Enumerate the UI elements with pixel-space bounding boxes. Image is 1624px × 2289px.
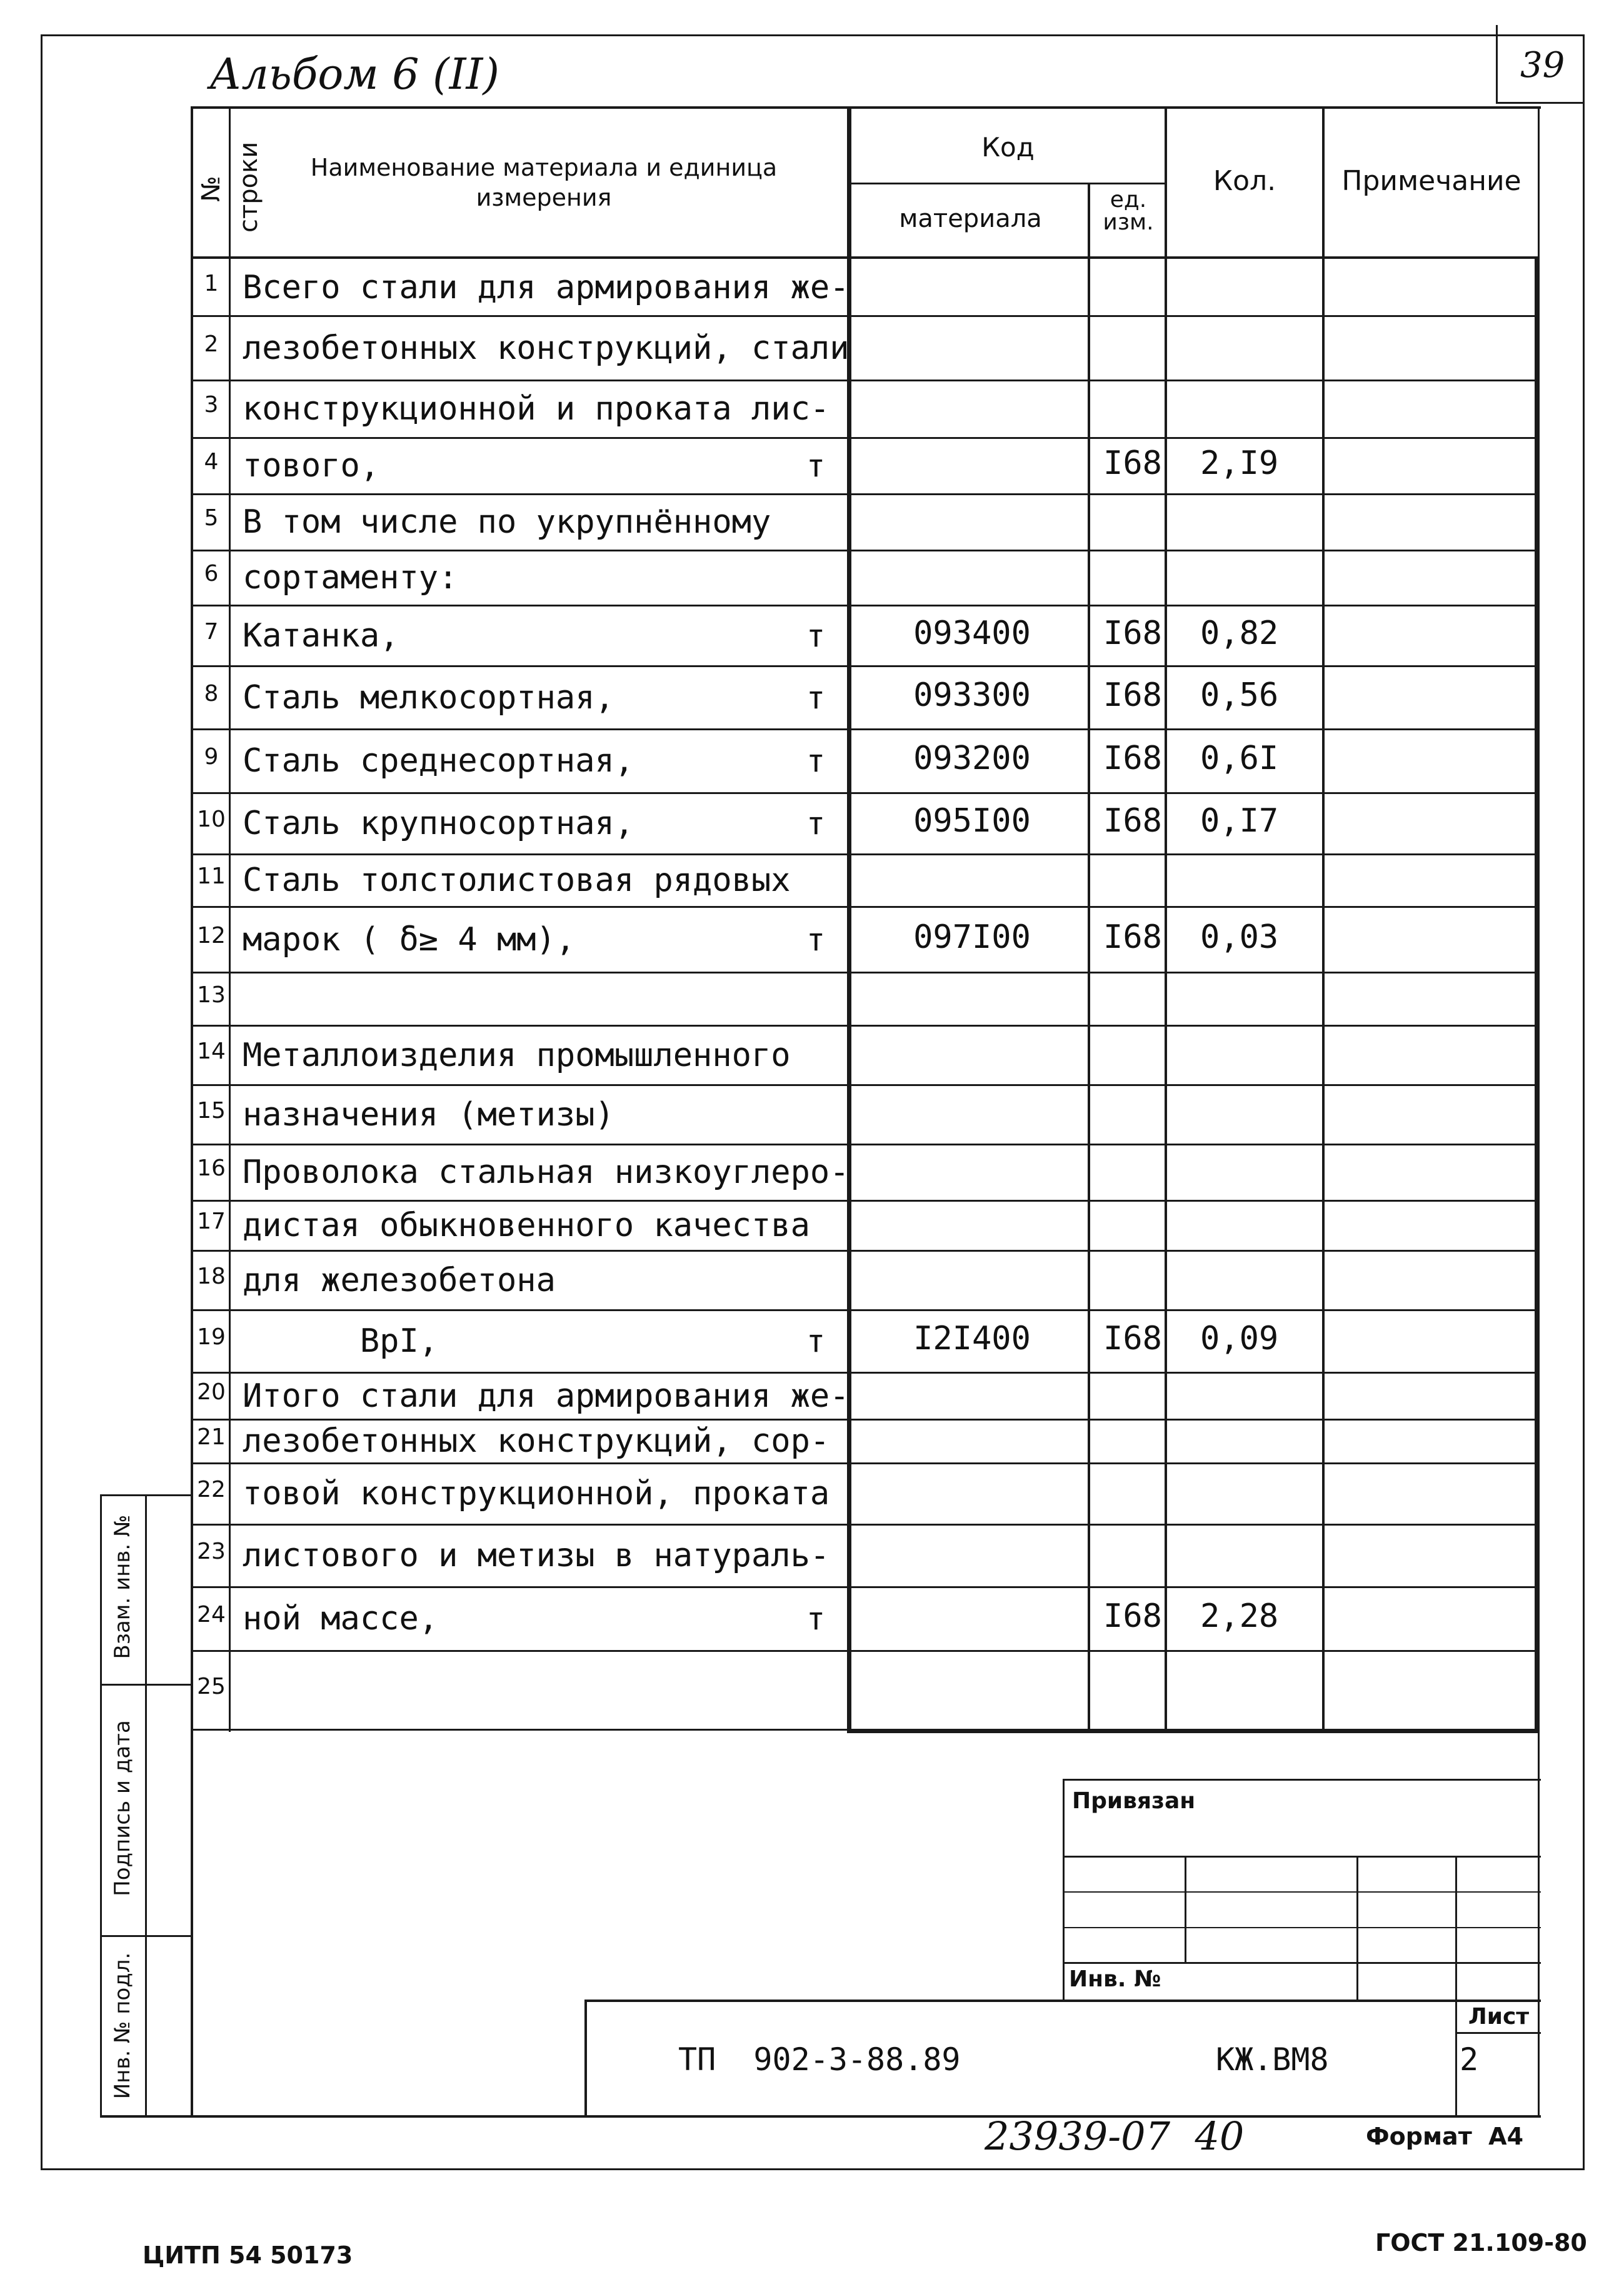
row-divider	[191, 1309, 1540, 1311]
main-frame-left	[191, 106, 193, 2117]
row-divider	[191, 1419, 1540, 1421]
row-name: дистая обыкновенного качества	[243, 1207, 810, 1244]
inv-no-label: Инв. №	[1069, 1966, 1161, 1992]
row-unit: т	[806, 448, 826, 484]
row-name: сортаменту:	[243, 559, 458, 596]
main-frame-bottom	[100, 2115, 1541, 2118]
privyazan-label: Привязан	[1072, 1788, 1196, 1814]
list-label: Лист	[1468, 2004, 1530, 2030]
row-name: конструкционной и проката лис-	[243, 390, 830, 428]
row-name: В том числе по укрупнённому	[243, 503, 771, 541]
row-number: 16	[197, 1155, 226, 1181]
row-number: 18	[197, 1263, 226, 1289]
privyazan-line-4	[1063, 1962, 1541, 1964]
col-header-row-no: № строки	[197, 141, 263, 233]
col-header-code-unit: ед. изм.	[1103, 187, 1154, 235]
row-unit: т	[806, 743, 826, 779]
col-header-note: Примечание	[1341, 165, 1521, 197]
privyazan-left	[1063, 1779, 1065, 2001]
row-material-code: 093400	[913, 614, 1031, 652]
row-name: Сталь мелкосортная,	[243, 678, 614, 717]
row-divider	[191, 1250, 1540, 1252]
row-number: 24	[197, 1602, 226, 1627]
row-name: Сталь крупносортная,	[243, 805, 634, 842]
row-divider	[191, 1462, 1540, 1464]
pagebox-bottom	[1496, 102, 1585, 104]
row-unit: т	[806, 1601, 826, 1637]
stamp-main-left	[584, 2000, 587, 2117]
col-header-qty: Кол.	[1213, 165, 1276, 197]
row-divider	[191, 1144, 1540, 1145]
row-number: 8	[204, 680, 219, 707]
row-material-code: 093300	[913, 676, 1031, 714]
row-divider	[191, 792, 1540, 794]
row-quantity: 0,56	[1200, 676, 1279, 714]
row-number: 2	[204, 331, 219, 357]
row-number: 25	[197, 1674, 226, 1699]
row-quantity: 0,6I	[1200, 740, 1279, 777]
format-label: Формат А4	[1366, 2123, 1524, 2150]
row-unit-code: I68	[1103, 918, 1162, 956]
row-quantity: 0,03	[1200, 918, 1279, 956]
privyazan-line-2	[1063, 1891, 1541, 1893]
list-left	[1455, 2000, 1457, 2117]
row-name: назначения (метизы)	[243, 1095, 614, 1134]
row-divider	[191, 605, 1540, 606]
row-quantity: 0,I7	[1200, 802, 1279, 840]
row-divider	[191, 1200, 1540, 1202]
col-line-6	[1535, 256, 1540, 1732]
row-name: лезобетонных конструкций, сор-	[243, 1422, 830, 1460]
stamp-inv-podl: Инв. № подл.	[110, 1952, 135, 2100]
row-number: 23	[197, 1539, 226, 1564]
table-bottom-left	[191, 1729, 850, 1731]
frame-left	[41, 34, 43, 2170]
row-material-code: 093200	[913, 740, 1031, 777]
privyazan-top	[1063, 1779, 1541, 1781]
row-number: 5	[204, 505, 219, 531]
doc-mark: КЖ.ВМ8	[1216, 2041, 1329, 2078]
row-number: 15	[197, 1097, 226, 1124]
row-number: 20	[197, 1379, 226, 1405]
col-header-code: Код	[981, 132, 1035, 163]
row-name: Сталь толстолистовая рядовых	[243, 862, 791, 899]
col-header-code-material: материала	[899, 204, 1042, 233]
privyazan-col-2	[1356, 1856, 1358, 2001]
row-divider	[191, 1025, 1540, 1027]
row-number: 10	[197, 807, 226, 832]
row-name: Проволока стальная низкоуглеро-	[243, 1154, 850, 1191]
table-bottom	[847, 1729, 1540, 1733]
page-number: 39	[1520, 45, 1565, 86]
row-name: тового,	[243, 447, 380, 485]
row-unit: т	[806, 1323, 826, 1359]
col-header-name: Наименование материала и единица измерения	[310, 154, 778, 211]
row-name: листового и метизы в натураль-	[243, 1537, 830, 1574]
header-code-split	[850, 183, 1166, 184]
row-divider	[191, 1084, 1540, 1086]
row-number: 1	[204, 270, 219, 296]
row-number: 7	[204, 618, 219, 645]
frame-right	[1583, 34, 1585, 2170]
col-line-1	[229, 106, 231, 1732]
row-divider	[191, 1586, 1540, 1588]
doc-code: ТП 902-3-88.89	[678, 2041, 961, 2078]
row-number: 22	[197, 1477, 226, 1502]
row-unit-code: I68	[1103, 1320, 1162, 1357]
row-name: товой конструкционной, проката	[243, 1475, 830, 1512]
row-unit: т	[806, 679, 826, 716]
row-unit-code: I68	[1103, 676, 1162, 714]
main-frame-top	[191, 106, 1541, 109]
stamp-main-top	[584, 2000, 1541, 2002]
row-unit: т	[806, 617, 826, 654]
row-material-code: 097I00	[913, 918, 1031, 956]
row-number: 4	[204, 449, 219, 475]
row-number: 19	[197, 1324, 226, 1350]
row-material-code: 095I00	[913, 802, 1031, 840]
row-number: 9	[204, 744, 219, 770]
row-divider	[191, 972, 1540, 973]
row-unit-code: I68	[1103, 445, 1162, 482]
row-divider	[191, 437, 1540, 439]
row-quantity: 2,I9	[1200, 445, 1279, 482]
row-divider	[191, 906, 1540, 908]
row-divider	[191, 1524, 1540, 1526]
row-unit-code: I68	[1103, 614, 1162, 652]
row-material-code: I2I400	[913, 1320, 1031, 1357]
row-quantity: 0,82	[1200, 614, 1279, 652]
handwritten-archive-number: 23939-07 40	[985, 2113, 1245, 2159]
row-name: ной массе,	[243, 1600, 439, 1638]
album-title: Альбом 6 (II)	[209, 50, 499, 99]
frame-bottom	[41, 2168, 1585, 2170]
row-divider	[191, 1650, 1540, 1652]
row-name: Итого стали для армирования же-	[243, 1377, 850, 1415]
row-number: 3	[204, 392, 219, 418]
row-unit-code: I68	[1103, 802, 1162, 840]
row-number: 11	[197, 863, 226, 889]
row-number: 13	[197, 982, 226, 1008]
row-number: 17	[197, 1209, 226, 1234]
row-name: для железобетона	[243, 1261, 556, 1299]
row-unit-code: I68	[1103, 740, 1162, 777]
row-name: Сталь среднесортная,	[243, 742, 634, 780]
row-name: марок ( δ≥ 4 мм),	[243, 920, 576, 958]
col-line-3	[1088, 183, 1090, 1732]
row-name: лезобетонных конструкций, стали	[243, 329, 850, 367]
stamp-podpis-data: Подпись и дата	[110, 1720, 135, 1896]
header-bottom	[191, 256, 1540, 259]
privyazan-col-1	[1185, 1856, 1186, 1963]
privyazan-line-1	[1063, 1856, 1541, 1858]
row-divider	[191, 1372, 1540, 1374]
row-divider	[191, 493, 1540, 495]
stamp-split-1	[100, 1684, 193, 1686]
row-divider	[191, 728, 1540, 730]
privyazan-line-3	[1063, 1927, 1541, 1928]
row-number: 12	[197, 922, 226, 948]
row-divider	[191, 550, 1540, 551]
row-name: Металлоизделия промышленного	[243, 1036, 791, 1074]
pagebox-left	[1496, 25, 1498, 103]
list-split	[1455, 2032, 1541, 2034]
row-unit-code: I68	[1103, 1597, 1162, 1635]
privyazan-col-3	[1455, 1856, 1457, 2001]
footer-right-print: ГОСТ 21.109-80	[1375, 2229, 1587, 2256]
row-divider	[191, 853, 1540, 855]
row-unit: т	[806, 921, 826, 958]
row-number: 6	[204, 561, 219, 586]
footer-left-print: ЦИТП 54 50173	[143, 2241, 353, 2269]
row-number: 21	[197, 1424, 226, 1450]
stamp-left	[100, 1494, 102, 2116]
frame-top	[41, 34, 1585, 36]
row-quantity: 2,28	[1200, 1597, 1279, 1635]
sheet-number: 2	[1460, 2041, 1479, 2078]
row-name: Катанка,	[243, 616, 399, 655]
row-divider	[191, 380, 1540, 381]
row-name: Всего стали для армирования же-	[243, 268, 850, 306]
row-divider	[191, 665, 1540, 667]
row-number: 14	[197, 1038, 226, 1064]
row-divider	[191, 315, 1540, 317]
row-unit: т	[806, 805, 826, 842]
stamp-vzam-inv: Взам. инв. №	[110, 1514, 135, 1659]
row-quantity: 0,09	[1200, 1320, 1279, 1357]
stamp-mid	[145, 1494, 147, 2116]
row-name: ВрI,	[243, 1322, 439, 1360]
